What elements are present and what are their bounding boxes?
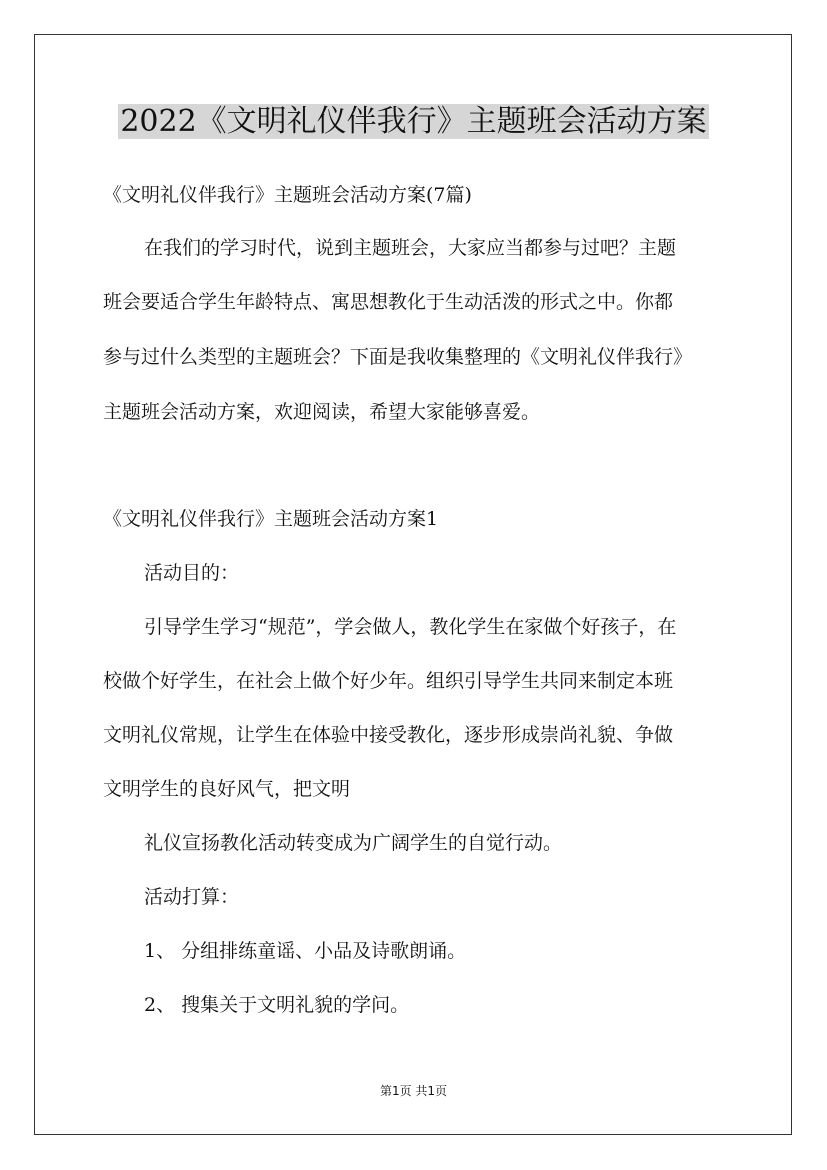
goal-line-2: 校做个好学生，在社会上做个好少年。组织引导学生共同来制定本班 <box>103 670 674 692</box>
intro-line-3: 参与过什么类型的主题班会？下面是我收集整理的《文明礼仪伴我行》 <box>103 346 693 368</box>
intro-line-2: 班会要适合学生年龄特点、寓思想教化于生动活泼的形式之中。你都 <box>103 291 674 313</box>
goal-line-1: 引导学生学习“规范”，学会做人，教化学生在家做个好孩子，在 <box>144 616 677 638</box>
document-title <box>0 100 827 144</box>
plan-item-1: 1、 分组排练童谣、小品及诗歌朗诵。 <box>144 940 467 962</box>
goal-line-3: 文明礼仪常规，让学生在体验中接受教化，逐步形成崇尚礼貌、争做 <box>103 724 674 746</box>
plan-label: 活动打算： <box>144 886 240 908</box>
intro-line-1: 在我们的学习时代，说到主题班会，大家应当都参与过吧？主题 <box>144 237 677 259</box>
goal-continuation: 礼仪宣扬教化活动转变成为广阔学生的自觉行动。 <box>144 832 563 854</box>
goal-line-4: 文明学生的良好风气，把文明 <box>103 778 351 800</box>
goal-label: 活动目的： <box>144 562 240 584</box>
plan-item-2: 2、 搜集关于文明礼貌的学问。 <box>144 994 410 1016</box>
page-footer: 第1页 共1页 <box>379 1084 448 1098</box>
intro-line-4: 主题班会活动方案，欢迎阅读，希望大家能够喜爱。 <box>103 401 541 423</box>
section-heading: 《文明礼仪伴我行》主题班会活动方案1 <box>103 508 439 530</box>
document-title-text: 2022《文明礼仪伴我行》主题班会活动方案 <box>120 104 707 139</box>
subtitle: 《文明礼仪伴我行》主题班会活动方案(7篇) <box>103 184 472 206</box>
